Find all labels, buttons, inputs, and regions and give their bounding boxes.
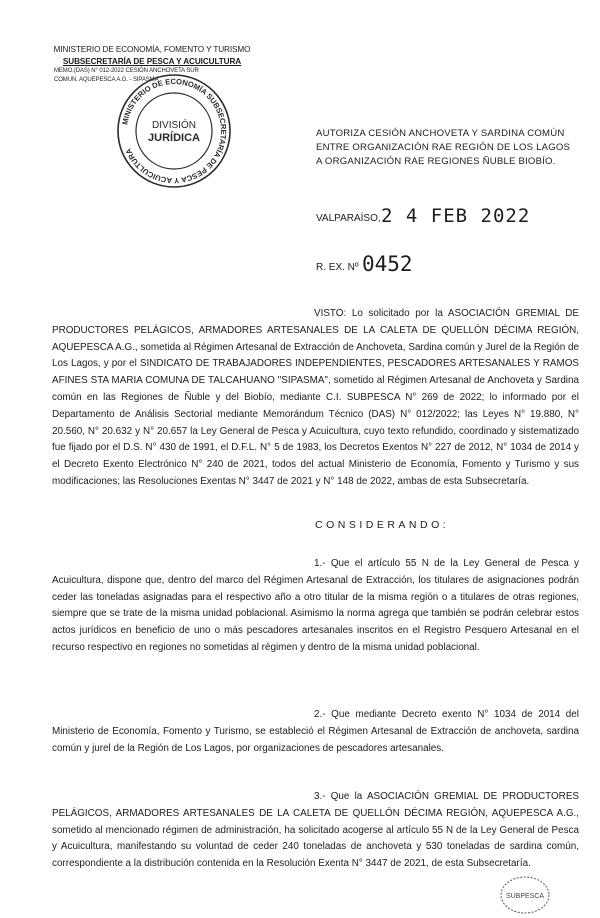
visto-paragraph: VISTO: Lo solicitado por la ASOCIACIÓN GREMIAL DE PRODUCTORES PELÁGICOS, ARMADORES ARTESANALES DE LA CALETA DE QUELLÓN DÉCIMA REGIÓN, AQUEPESCA A.G., sometida al Régimen Artesanal de Extracción de Anchoveta, Sardina común y Jurel de la Región de Los Lagos, y por el SINDICATO DE TRABAJADORES INDEPENDIENTES, PESCADORES ARTESANALES Y RAMOS AFINES STA MARIA COMUNA DE TALCAHUANO "SIPASMA", sometido al Régimen Artesanal de Anchoveta y Sardina común en las Regiones de Ñuble y del Biobío, mediante C.I. SUBPESCA N° 269 de 2022; lo informado por el Departamento de Análisis Sectorial mediante Memorándum Técnico (DAS) N° 012/2022; las Leyes N° 19.880, N° 20.560, N° 20.632 y N° 20.657 la Ley General de Pesca y Acuicultura, cuyo texto refundido, coordinado y sistematizado fue fijado por el D.S. N° 430 de 1991, el D.F.L. N° 5 de 1983, los Decretos Exentos N° 227 de 2012, N° 1034 de 2014 y el Decreto Exento Electrónico N° 240 de 2021, todos del actual Ministerio de Economía, Fomento y Turismo y sus modificaciones; las Resoluciones Exentas N° 3447 de 2021 y N° 148 de 2022, ambas de esta Subsecretaría.	[52, 308, 579, 487]
subsecretaria-name: SUBSECRETARÍA DE PESCA Y ACUICULTURA	[62, 56, 242, 66]
considerando-item-3: 3.- Que la ASOCIACIÓN GREMIAL DE PRODUCTORES PELÁGICOS, ARMADORES ARTESANALES DE LA CALETA DE QUELLÓN DÉCIMA REGIÓN, AQUEPESCA A.G., sometido al mencionado régimen de administración, ha solicitado acogerse al artículo 55 N de la Ley General de Pesca y Acuicultura, manifestando su voluntad de ceder 240 toneladas de anchoveta y 530 toneladas de sardina común, correspondiente a la distribución contenida en la Resolución Exenta N° 3447 de 2021, de esta Subsecretaría.	[52, 791, 579, 870]
date-stamp: 2 4 FEB 2022	[381, 205, 531, 227]
seal-center-line1: DIVISIÓN	[152, 120, 196, 131]
resolution-number: 0452	[362, 252, 413, 276]
memo-reference-2: COMUN. AQUEPESCA A.G. - SIPASMA	[54, 77, 159, 83]
memo-reference: MEMO.(DAS) N° 012-2022 CESIÓN ANCHOVETA SUR	[54, 68, 199, 74]
ministry-name: MINISTERIO DE ECONOMÍA, FOMENTO Y TURISMO	[53, 45, 251, 54]
considerando-heading: CONSIDERANDO:	[315, 519, 450, 531]
seal-ring-text: MINISTERIO DE ECONOMÍA SUBSECRETARÍA DE PESCA Y ACUICULTURA	[120, 76, 229, 186]
resolution-label: R. EX. Nº	[316, 262, 359, 273]
stamp-text: SUBPESCA	[505, 893, 545, 900]
considerando-item-2: 2.- Que mediante Decreto exento N° 1034 de 2014 del Ministerio de Economía, Fomento y Turismo, se estableció el Régimen Artesanal de Extracción de anchoveta, sardina común y jurel de la Región de Los Lagos, por organizaciones de pescadores artesanales.	[52, 709, 579, 754]
considerando-item-1: 1.- Que el artículo 55 N de la Ley General de Pesca y Acuicultura, dispone que, dentro del marco del Régimen Artesanal de Extracción, los titulares de asignaciones podrán ceder las toneladas asignadas para el respectivo año a otro titular de la misma región o a titulares de otras regiones, siempre que se trate de la misma unidad poblacional. Asimismo la norma agrega que también se podrán celebrar estos actos jurídicos en beneficio de uno o más pescadores artesanales inscritos en el Registro Pesquero Artesanal en el recurso respectivo en regiones no sometidas al régimen y dentro de la misma unidad poblacional.	[52, 558, 579, 653]
seal-center-line2: JURÍDICA	[148, 132, 200, 144]
place-label: VALPARAÍSO,	[316, 213, 381, 224]
resolution-subject: AUTORIZA CESIÓN ANCHOVETA Y SARDINA COMÚN ENTRE ORGANIZACIÓN RAE REGIÓN DE LOS LAGOS A ORGANIZACIÓN RAE REGIONES ÑUBLE BIOBÍO.	[316, 128, 571, 167]
reception-stamp	[498, 874, 552, 916]
juridica-seal	[115, 72, 233, 190]
